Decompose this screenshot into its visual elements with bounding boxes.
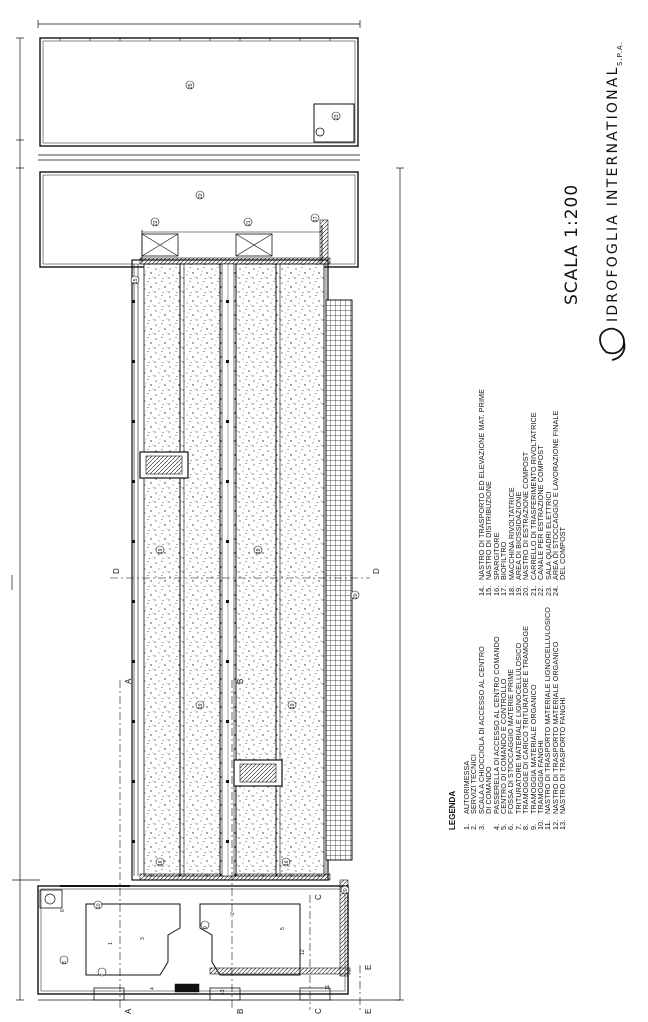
legend-item-number: 1. bbox=[462, 823, 471, 830]
section-mark: C bbox=[314, 1008, 323, 1014]
room-number: 11 bbox=[325, 984, 331, 990]
legend-item-number: 19. bbox=[514, 585, 524, 596]
legend-item-text: TRAMOGGIA MATERIALE ORGANICO bbox=[528, 684, 538, 814]
legend-item-text: FOSSA DI STOCCAGGIO MATERIE PRIME bbox=[506, 668, 516, 814]
legend-item-number: 22. bbox=[536, 585, 546, 596]
legend-item-text: CANALE PER ESTRAZIONE COMPOST bbox=[536, 445, 546, 580]
extraction-belt-grid bbox=[326, 300, 352, 860]
legend-item-text: NASTRO DI TRASPORTO ED ELEVAZIONE MAT. PRIME bbox=[477, 388, 486, 580]
biooxidation-hall bbox=[132, 258, 330, 880]
legend-item-number: 24. bbox=[551, 585, 561, 596]
section-mark: C bbox=[314, 894, 323, 900]
section-mark: E bbox=[364, 964, 373, 970]
room-number: 23 bbox=[334, 114, 340, 120]
room-number: 20 bbox=[353, 593, 359, 599]
legend-item-text: SALA QUADRI ELETTRICI bbox=[543, 491, 553, 580]
legend-item-number: 21. bbox=[528, 585, 538, 596]
room-number: 19 bbox=[256, 548, 262, 554]
legend-item-text: CARRELLO DI TRASFERIMENTO RIVOLTATRICE bbox=[528, 412, 538, 580]
legend-item-text: TRAMOGGIA FANGHI bbox=[536, 740, 546, 814]
room-number: 13 bbox=[220, 989, 226, 995]
section-mark: A bbox=[124, 1008, 133, 1014]
legend-column-1 bbox=[463, 607, 567, 830]
company-suffix: S.P.A. bbox=[616, 41, 624, 66]
legend-item-text: AREA DI BIOSSIDAZIONE bbox=[514, 491, 524, 580]
company-name: IDROFOGLIA INTERNATIONAL bbox=[605, 65, 621, 322]
legend-item-text: DI COMANDO bbox=[484, 766, 494, 814]
scale-label: SCALA 1:200 bbox=[562, 183, 582, 305]
legend-item-number: 2. bbox=[469, 823, 479, 830]
legend-item-text: PASSERELLA DI ACCESSO AL CENTRO COMANDO bbox=[491, 636, 501, 814]
legend-item-number: 18. bbox=[506, 585, 516, 596]
legend-item-text: NASTRO DI TRASPORTO MATERIALE LIGNOCELLULOSICO bbox=[543, 607, 553, 814]
room-number: 16 bbox=[158, 860, 164, 866]
legend-item bbox=[559, 389, 566, 596]
legend-item-number: 17. bbox=[499, 585, 509, 596]
room-number: 7 bbox=[100, 973, 106, 976]
section-mark: A bbox=[124, 678, 133, 684]
legend-item-number: 8. bbox=[521, 823, 531, 830]
room-number: 6 bbox=[60, 909, 66, 912]
legend-column-2 bbox=[478, 389, 567, 596]
room-number: 20 bbox=[343, 888, 349, 894]
legend-item-text: NASTRO DI TRASPORTO FANGHI bbox=[558, 697, 568, 814]
legend-item-number: 4. bbox=[491, 823, 501, 830]
legend-item-text: BIOFILTRO bbox=[499, 541, 509, 580]
room-number: 9 bbox=[203, 926, 209, 929]
room-number: 10 bbox=[96, 903, 102, 909]
room-number: 19 bbox=[290, 703, 296, 709]
legend-title: LEGENDA bbox=[448, 790, 457, 830]
legend-item-text: NASTRO DI ESTRAZIONE COMPOST bbox=[521, 451, 531, 580]
room-number: 8 bbox=[62, 961, 68, 964]
room-number: 16 bbox=[284, 860, 290, 866]
section-mark: D bbox=[372, 568, 381, 574]
room-number: 25 bbox=[188, 83, 194, 89]
legend-item-text: SPARGITORE bbox=[491, 532, 501, 580]
legend-item-text: CENTRO DI COMANDO E CONTROLLO bbox=[499, 678, 509, 814]
legend-item-number: 6. bbox=[506, 823, 516, 830]
legend-item-text: MACCHINA RIVOLTATRICE bbox=[506, 487, 516, 580]
legend-item-number: 9. bbox=[528, 823, 538, 830]
legend-item-number: 20. bbox=[521, 585, 531, 596]
reception-building bbox=[38, 880, 350, 1000]
legend-item-text: NASTRO DI DISTRIBUZIONE bbox=[484, 481, 494, 580]
legend-item-number: 10. bbox=[536, 819, 546, 830]
compost-storage-building bbox=[40, 38, 358, 146]
legend-item-text: AREA DI STOCCAGGIO E LAVORAZIONE FINALE bbox=[551, 410, 561, 580]
biofilter-building bbox=[40, 172, 358, 267]
section-mark: D bbox=[112, 568, 121, 574]
room-number: 19 bbox=[158, 548, 164, 554]
room-number: 4 bbox=[150, 987, 156, 990]
section-mark: B bbox=[236, 1008, 245, 1014]
section-mark: B bbox=[236, 678, 245, 684]
company-logo-icon bbox=[600, 329, 625, 360]
room-number: 15 bbox=[133, 278, 139, 284]
room-number: 22 bbox=[198, 193, 204, 199]
legend-item-text: TRAMOGGE DI CARICO TRITURATORE E TRAMOGGE bbox=[521, 625, 531, 814]
room-number: 19 bbox=[198, 703, 204, 709]
legend-item-number: 12. bbox=[550, 819, 560, 830]
legend-item-number: 14. bbox=[477, 585, 486, 596]
legend-item-number: 16. bbox=[491, 585, 501, 596]
legend-item-text: AUTORIMESSA bbox=[462, 760, 471, 814]
legend-item-number: 15. bbox=[484, 585, 494, 596]
legend-item-text: TRITURATORE MATERIALE LIGNOCELLULOSICO bbox=[513, 642, 523, 814]
legend-item-text: SERVIZI TECNICI bbox=[469, 754, 479, 814]
section-mark: E bbox=[364, 1008, 373, 1014]
legend-item-text: DEL COMPOST bbox=[558, 526, 568, 580]
room-number: 1 bbox=[108, 942, 114, 945]
legend-item-number: 7. bbox=[513, 823, 523, 830]
room-number: 5 bbox=[280, 927, 286, 930]
room-number: 22 bbox=[153, 220, 159, 226]
room-number: 17 bbox=[313, 216, 319, 222]
legend-item-number: 11. bbox=[543, 820, 553, 830]
room-number: 3 bbox=[140, 937, 146, 940]
legend-item-number: 3. bbox=[476, 823, 486, 830]
legend-item-number: 5. bbox=[499, 823, 509, 830]
room-number: 2 bbox=[230, 912, 236, 915]
legend-item-text: NASTRO DI TRASPORTO MATERIALE ORGANICO bbox=[550, 641, 560, 814]
legend-item-text: SCALA A CHIOCCIOLA DI ACCESSO AL CENTRO bbox=[476, 646, 486, 814]
room-number: 12 bbox=[300, 949, 306, 955]
legend-item-number: 13. bbox=[558, 819, 568, 830]
legend-item bbox=[559, 607, 566, 830]
legend-item-number: 23. bbox=[543, 585, 553, 596]
room-number: 21 bbox=[246, 220, 252, 226]
